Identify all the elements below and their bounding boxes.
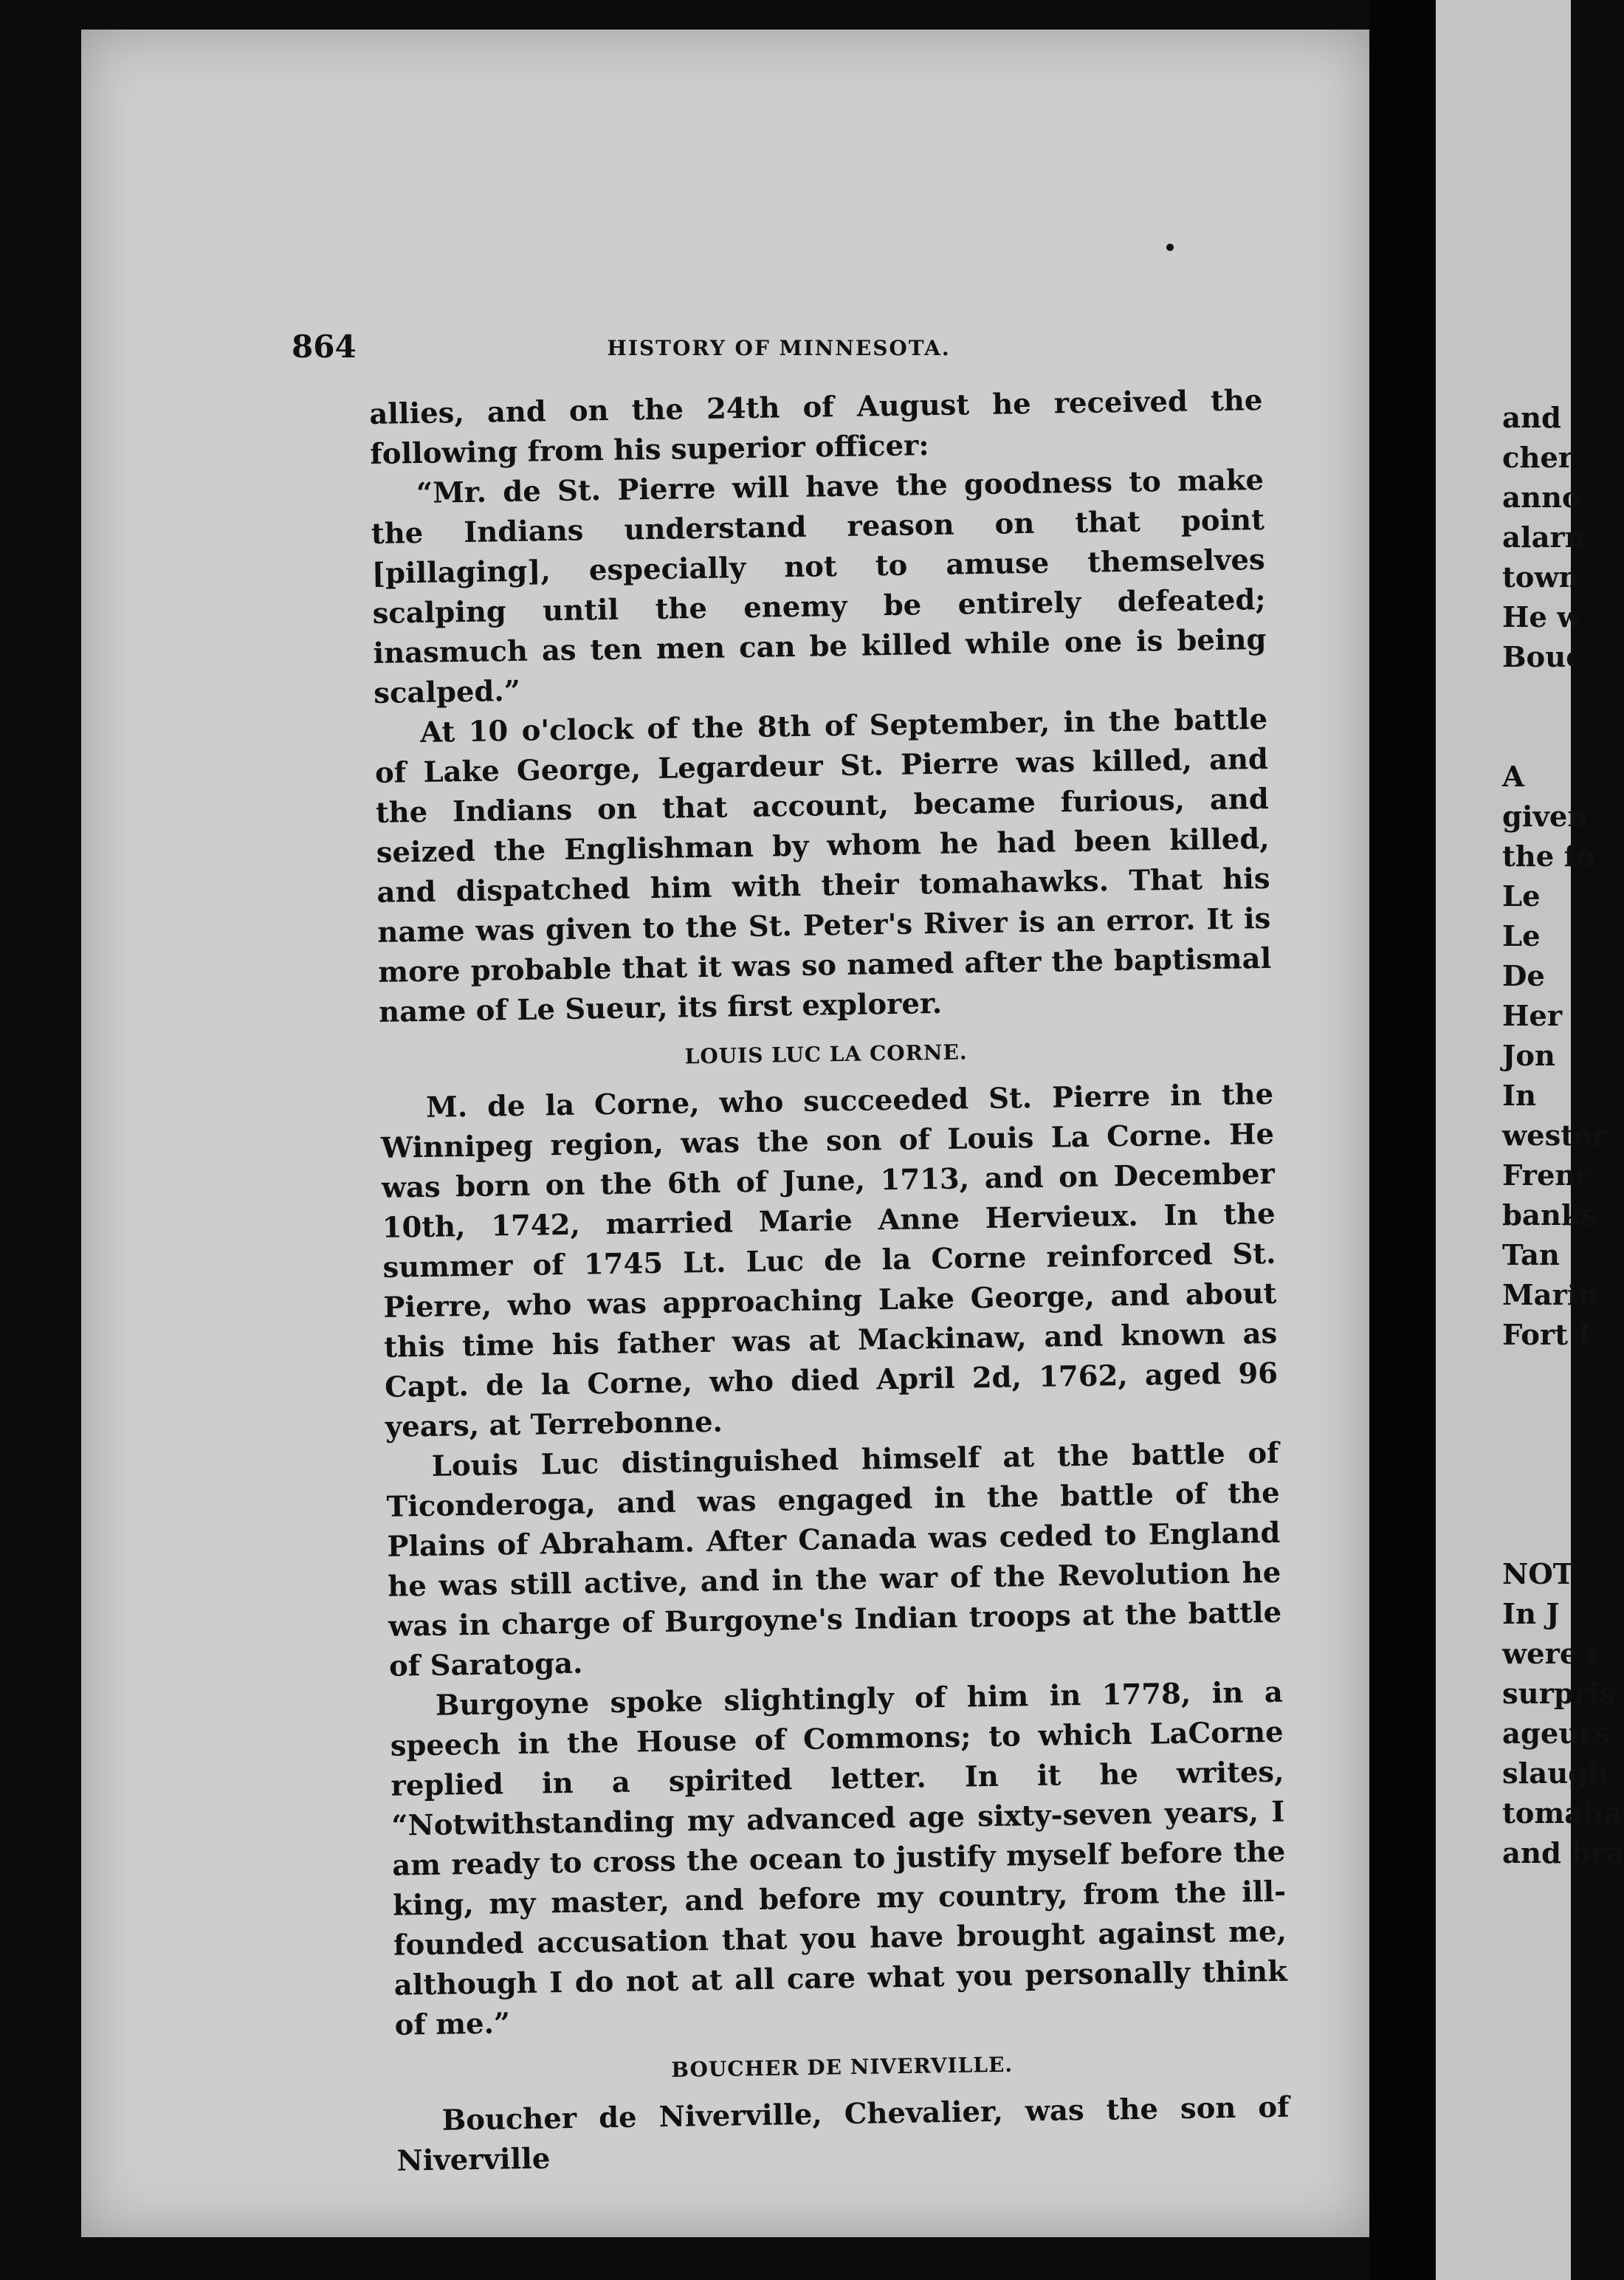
facing-page-line: and bra (1502, 1837, 1624, 1870)
facing-page-line: Le (1502, 920, 1541, 953)
facing-page-line: ageurs (1502, 1717, 1611, 1751)
facing-page-line: A (1502, 760, 1524, 794)
facing-page-line: town (1502, 561, 1580, 594)
facing-page-line (1502, 718, 1576, 758)
facing-page-line: the fo (1502, 840, 1595, 873)
facing-page-line: Tan (1502, 1239, 1560, 1272)
paragraph: Burgoyne spoke slightingly of him in 1778, in a speech in the House of Commons; to which LaCorne replied in a spirited letter. In it he writes, “Notwithstanding my advanced age sixty-seven years, I am ready to cross the ocean to justify myself before the king, my master, and before my country, from the ill-founded accusation that you have brought against me, although I do not at all care what you personally think of me.” (390, 1675, 1288, 2042)
facing-page-line (1502, 1395, 1576, 1435)
paragraph: allies, and on the 24th of August he received the following from his superior officer: (369, 383, 1263, 471)
facing-page-line: wester (1502, 1119, 1607, 1153)
facing-page-line: alarn (1502, 521, 1586, 554)
facing-page-line: In (1502, 1079, 1537, 1113)
facing-page-text (1502, 399, 1624, 1874)
quotation-paragraph: “Mr. de St. Pierre will have the goodness to make the Indians understand reason on that point [pillaging], especially not to amuse themselves scalping until the enemy be entirely defeated; inasmuch as ten men can be killed while one is being scalped.” (371, 463, 1267, 710)
facing-page-line: were c (1502, 1638, 1606, 1671)
facing-page-line: tomaha (1502, 1797, 1623, 1830)
paragraph: At 10 o'clock of the 8th of September, in the battle of Lake George, Legardeur St. Pierre was killed, and the Indians on that account, became furious, and seized the Englishman by whom he had been killed, and dispatched him with their tomahawks. That his name was given to the St. Peter's River is an error. It is more probable that it was so named after the baptismal name of Le Sueur, its first explorer. (374, 702, 1272, 1029)
facing-page-line: cher (1502, 442, 1574, 475)
section-heading: LOUIS LUC LA CORNE. (684, 1040, 968, 1069)
facing-page-line: Jon (1502, 1040, 1555, 1073)
ink-speck (1166, 244, 1174, 251)
body-text (369, 381, 1290, 2182)
facing-page-line: Frenc (1502, 1159, 1593, 1192)
facing-page-line: De (1502, 960, 1545, 993)
facing-page-line (1502, 678, 1576, 718)
facing-page-line: given (1502, 800, 1589, 834)
facing-page-line: banks (1502, 1199, 1597, 1232)
facing-page-line: Le (1502, 880, 1541, 913)
section-heading: BOUCHER DE NIVERVILLE. (671, 2052, 1014, 2082)
page-gutter (1369, 0, 1436, 2280)
facing-page-line (1502, 1475, 1576, 1515)
facing-page-line: and (1502, 402, 1561, 435)
facing-page-line (1502, 1356, 1576, 1395)
page-number: 864 (292, 329, 357, 365)
facing-page-line: Her (1502, 1000, 1563, 1033)
facing-page-line: NOT (1502, 1558, 1575, 1591)
facing-page-line (1502, 1435, 1576, 1475)
paragraph: M. de la Corne, who succeeded St. Pierre in the Winnipeg region, was the son of Louis La Corne. He was born on the 6th of June, 1713, and on December 10th, 1742, married Marie Anne Hervieux. In the summer of 1745 Lt. Luc de la Corne reinforced St. Pierre, who was approaching Lake George, and about this time his father was at Mackinaw, and known as Capt. de la Corne, who died April 2d, 1762, aged 96 years, at Terrebonne. (380, 1077, 1279, 1444)
facing-page-line: He w (1502, 601, 1582, 634)
facing-page-line: In J (1502, 1598, 1560, 1631)
facing-page-line: Fort I (1502, 1319, 1592, 1352)
facing-page-line: surpris (1502, 1678, 1616, 1711)
facing-page-line: Marin (1502, 1279, 1599, 1312)
facing-page-line (1502, 1515, 1576, 1555)
page-header (292, 329, 1266, 373)
facing-page-line: Bouc (1502, 641, 1583, 674)
facing-page-line: slaugh (1502, 1757, 1609, 1790)
paragraph: Boucher de Niverville, Chevalier, was the son of Niverville (396, 2090, 1290, 2178)
running-title: HISTORY OF MINNESOTA. (607, 336, 951, 360)
paragraph: Louis Luc distinguished himself at the battle of Ticonderoga, and was engaged in the battle of the Plains of Abraham. After Canada was ceded to England he was still active, and in the war of the Revolution he was in charge of Burgoyne's Indian troops at the battle of Saratoga. (386, 1436, 1282, 1683)
facing-page-line: anno (1502, 481, 1581, 515)
